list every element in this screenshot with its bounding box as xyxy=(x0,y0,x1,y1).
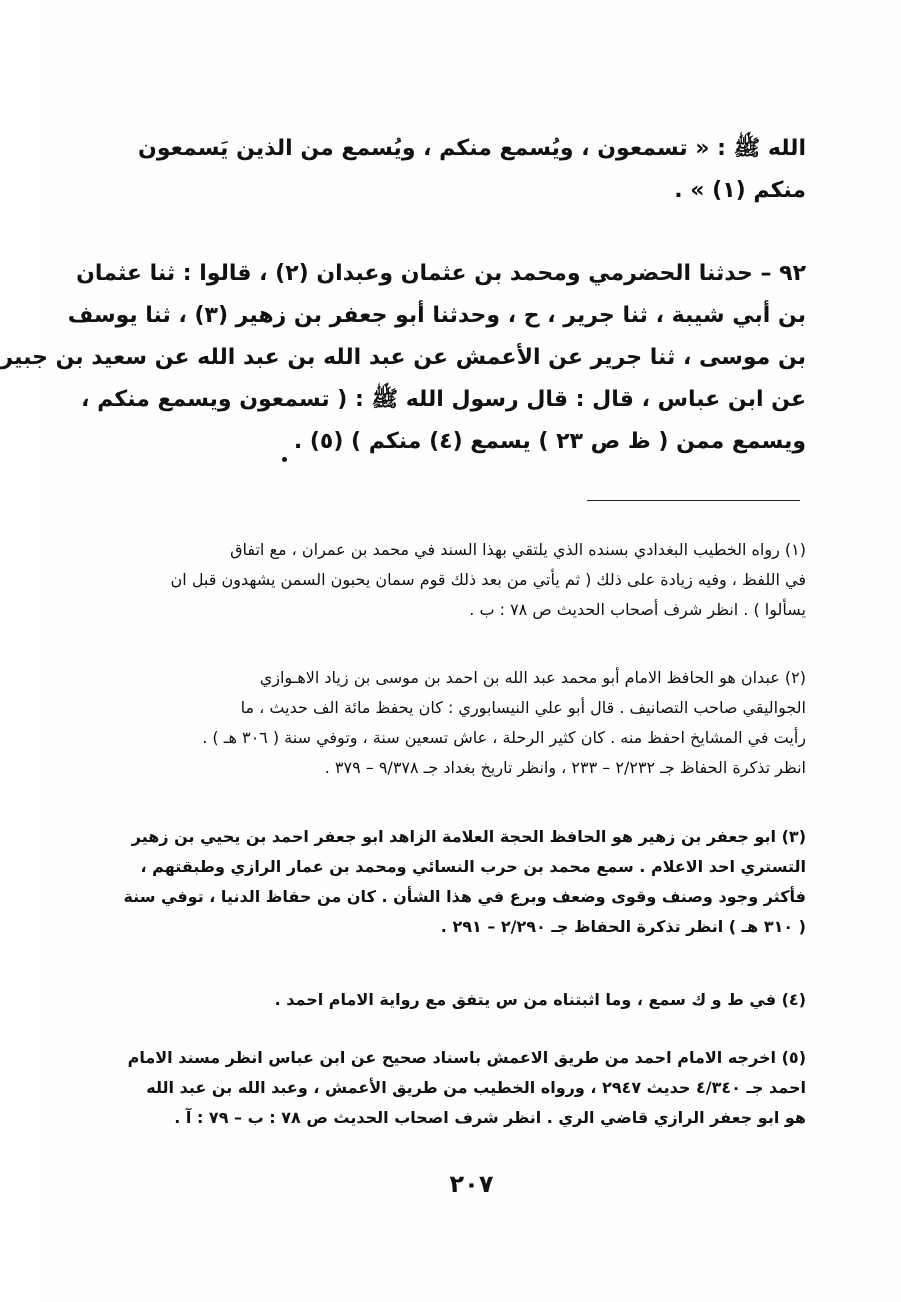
footnote-line: رأيت في المشايخ احفظ منه . كان كثير الرحلة ، عاش تسعين سنة ، وتوفي سنة ( ٣٠٦ هـ ) . xyxy=(202,728,806,747)
footnote-line: يسألوا ) . انظر شرف أصحاب الحديث ص ٧٨ : ب . xyxy=(469,600,806,619)
footnote-line: (١) رواه الخطيب البغدادي بسنده الذي يلتقي بهذا السند في محمد بن عمران ، مع اتفاق xyxy=(230,540,806,559)
footnote-line: في اللفظ ، وفيه زيادة على ذلك ( ثم يأتي من بعد ذلك قوم سمان يحبون السمن يشهدون قبل ان xyxy=(170,570,806,589)
text-line: ٩٢ – حدثنا الحضرمي ومحمد بن عثمان وعبدان (٢) ، قالوا : ثنا عثمان xyxy=(76,261,806,286)
footnote-line: الجواليقي صاحب التصانيف . قال أبو علي النيسابوري : كان يحفظ مائة الف حديث ، ما xyxy=(240,698,806,717)
text-line: الله ﷺ : « تسمعون ، ويُسمع منكم ، ويُسمع من الذين يَسمعون xyxy=(138,136,806,161)
ink-dot xyxy=(282,457,287,462)
footnote-line: التستري احد الاعلام . سمع محمد بن حرب النسائي ومحمد بن عمار الرازي وطبقتهم ، xyxy=(140,857,806,876)
text-line: بن أبي شيبة ، ثنا جرير ، ح ، وحدثنا أبو جعفر بن زهير (٣) ، ثنا يوسف xyxy=(67,303,806,328)
text-line: منكم (١) » . xyxy=(674,178,806,203)
footnote-line: احمد جـ ٤/٣٤٠ حديث ٢٩٤٧ ، ورواه الخطيب من طريق الأعمش ، وعبد الله بن عبد الله xyxy=(146,1078,806,1097)
footnote-line: انظر تذكرة الحفاظ جـ ٢/٢٣٢ – ٢٣٣ ، وانظر تاريخ بغداد جـ ٩/٣٧٨ – ٣٧٩ . xyxy=(324,758,806,777)
footnote-line: ( ٣١٠ هـ ) انظر تذكرة الحفاظ جـ ٢/٢٩٠ – ٢٩١ . xyxy=(440,917,806,936)
hadith-92 xyxy=(0,253,806,463)
footnote-line: (٢) عبدان هو الحافظ الامام أبو محمد عبد الله بن احمد بن موسى بن زياد الاهـوازي xyxy=(259,668,806,687)
footnote-3 xyxy=(123,822,806,942)
footnote-5 xyxy=(127,1043,806,1133)
footnote-line: (٥) اخرجه الامام احمد من طريق الاعمش باسناد صحيح عن ابن عباس انظر مسند الامام xyxy=(127,1048,806,1067)
footnote-line: (٣) ابو جعفر بن زهير هو الحافظ الحجة العلامة الزاهد ابو جعفر احمد بن يحيي بن زهير xyxy=(131,827,806,846)
text-line: ويسمع ممن ( ظ ص ٢٣ ) يسمع (٤) منكم ) (٥) . xyxy=(293,429,806,454)
footnote-separator xyxy=(587,500,800,501)
footnote-line: فأكثر وجود وصنف وقوى وضعف وبرع في هذا الشأن . كان من حفاظ الدنيا ، توفي سنة xyxy=(123,887,806,906)
text-line: بن موسى ، ثنا جرير عن الأعمش عن عبد الله بن عبد الله عن سعيد بن جبير xyxy=(0,345,806,370)
footnote-4 xyxy=(136,985,806,1015)
footnote-2 xyxy=(136,663,806,783)
hadith-continuation xyxy=(136,128,806,212)
text-line: عن ابن عباس ، قال : قال رسول الله ﷺ : ( تسمعون ويسمع منكم ، xyxy=(81,387,806,412)
page-number: ٢٠٧ xyxy=(449,1170,494,1198)
footnote-line: هو ابو جعفر الرازي قاضي الري . انظر شرف اصحاب الحديث ص ٧٨ : ب – ٧٩ : آ . xyxy=(174,1108,806,1127)
footnote-1 xyxy=(136,535,806,625)
footnote-line: (٤) في ط و ك سمع ، وما اثبتناه من س يتفق مع رواية الامام احمد . xyxy=(274,990,806,1009)
